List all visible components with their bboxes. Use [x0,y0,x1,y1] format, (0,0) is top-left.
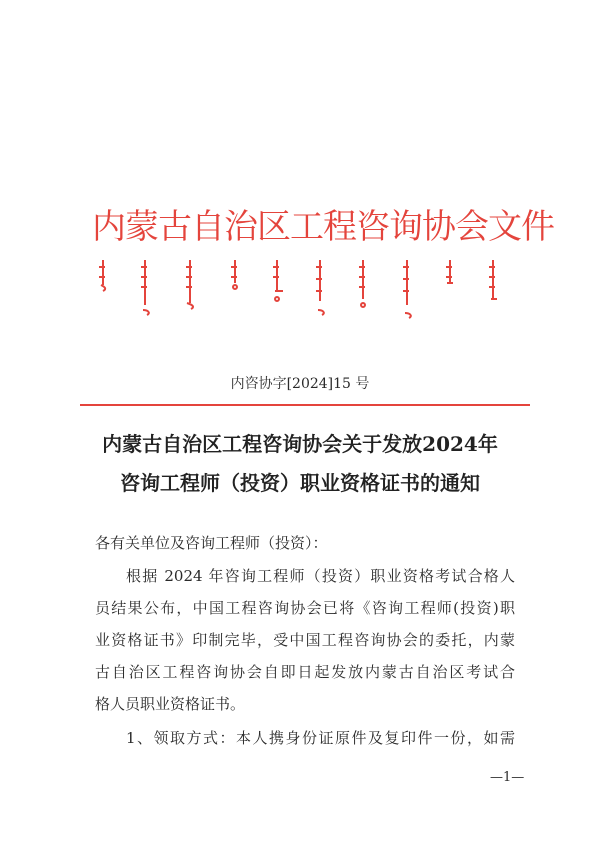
mongolian-script-title [95,255,515,330]
document-number: 内咨协字[2024]15 号 [230,376,370,392]
mongolian-word [186,260,193,309]
mongolian-word [231,260,237,289]
headline-line-2: 咨询工程师（投资）职业资格证书的通知 [120,471,480,495]
body-line: 格人员职业资格证书。 [95,695,246,713]
red-divider [80,404,530,406]
body-line: 古自治区工程咨询协会自即日起发放内蒙古自治区考试合 [95,663,515,681]
body-line: 业资格证书》印制完毕，受中国工程咨询协会的委托，内蒙 [95,631,515,649]
mongolian-word [99,260,105,291]
mongolian-word [489,260,497,299]
page-number: —1— [490,770,525,785]
mongolian-word [141,260,149,315]
document-header-title: 内蒙古自治区工程咨询协会文件 [92,207,554,247]
body-line: 员结果公布，中国工程咨询协会已将《咨询工程师(投资)职 [95,599,515,617]
mongolian-word [273,260,283,301]
salutation: 各有关单位及咨询工程师（投资）： [95,534,328,552]
body-line: 根据 2024 年咨询工程师（投资）职业资格考试合格人 [126,567,515,585]
mongolian-word [359,260,365,307]
mongolian-word [316,260,324,315]
headline-line-1: 内蒙古自治区工程咨询协会关于发放2024年 [102,432,498,456]
mongolian-word [403,260,411,318]
mongolian-word [446,260,453,283]
body-line: 1、领取方式：本人携身份证原件及复印件一份，如需 [126,729,515,747]
